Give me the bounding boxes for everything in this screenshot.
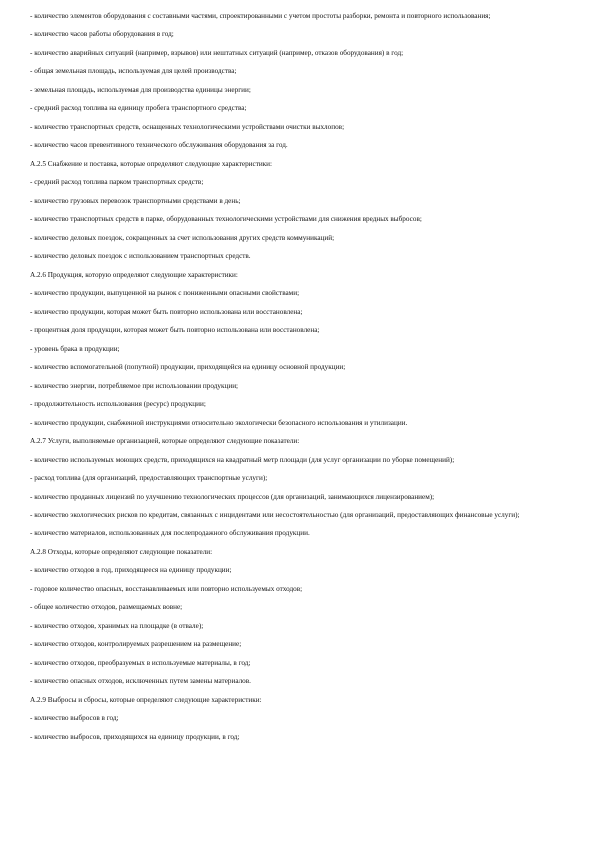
list-item: - количество проданных лицензий по улучшению технологических процессов (для организаций, занимающихся лицензированием); bbox=[30, 492, 435, 501]
list-item: - количество транспортных средств, оснащенных технологическими устройствами очистки выхлопов; bbox=[30, 122, 345, 131]
list-item: - уровень брака в продукции; bbox=[30, 344, 120, 353]
list-item: - количество материалов, использованных для послепродажного обслуживания продукции. bbox=[30, 529, 310, 537]
list-item: - количество аварийных ситуаций (например, взрывов) или нештатных ситуаций (например, отказов оборудования) в год; bbox=[30, 48, 404, 57]
list-item: - количество отходов, хранимых на площадке (в отвале); bbox=[30, 621, 204, 630]
list-item: - количество продукции, которая может быть повторно использована или восстановлена; bbox=[30, 307, 303, 316]
list-item: - земельная площадь, используемая для производства единицы энергии; bbox=[30, 85, 251, 94]
list-item: - средний расход топлива на единицу пробега транспортного средства; bbox=[30, 104, 247, 112]
list-item: - количество часов работы оборудования в год; bbox=[30, 30, 174, 38]
list-item: - количество деловых поездок, сокращенных за счет использования других средств коммуникаций; bbox=[30, 233, 335, 242]
list-item: - общее количество отходов, размещаемых вовне; bbox=[30, 603, 183, 611]
list-item: - количество энергии, потребляемое при использовании продукции; bbox=[30, 381, 239, 390]
list-item: - количество элементов оборудования с составными частями, спроектированными с учетом простоты разборки, ремонта и повторного использования; bbox=[30, 12, 491, 20]
list-item: - количество используемых моющих средств, приходящихся на квадратный метр площади (для услуг организации по уборке помещений); bbox=[30, 455, 455, 464]
list-item: - количество вспомогательной (попутной) продукции, приходящейся на единицу основной продукции; bbox=[30, 363, 346, 371]
list-item: - годовое количество опасных, восстанавливаемых или повторно используемых отходов; bbox=[30, 584, 303, 593]
list-item: - количество грузовых перевозок транспортными средствами в день; bbox=[30, 196, 241, 205]
list-item: - количество отходов, преобразуемых в используемые материалы, в год; bbox=[30, 658, 251, 667]
list-item: - количество отходов, контролируемых разрешением на размещение; bbox=[30, 640, 242, 648]
list-item: - количество выбросов в год; bbox=[30, 714, 119, 722]
list-item: - количество продукции, выпущенной на рынок с пониженными опасными свойствами; bbox=[30, 289, 300, 297]
list-item: - количество транспортных средств в парке, оборудованных технологическими устройствами для снижения вредных выбросов; bbox=[30, 215, 422, 223]
list-item: - количество отходов в год, приходящееся на единицу продукции; bbox=[30, 566, 232, 574]
section-heading: А.2.9 Выбросы и сбросы, которые определяют следующие характеристики: bbox=[30, 695, 262, 704]
list-item: - количество экологических рисков по кредитам, связанных с инцидентами или несостоятельностью (для организаций, предоставляющих финансовые услуги); bbox=[30, 511, 520, 519]
list-item: - общая земельная площадь, используемая для целей производства; bbox=[30, 67, 237, 75]
list-item: - количество опасных отходов, исключенных путем замены материалов. bbox=[30, 677, 251, 685]
section-heading: А.2.7 Услуги, выполняемые организацией, которые определяют следующие показатели: bbox=[30, 437, 300, 445]
list-item: - количество продукции, снабженной инструкциями относительно экологически безопасного использования и утилизации. bbox=[30, 418, 408, 427]
document-page bbox=[30, 12, 570, 751]
list-item: - средний расход топлива парком транспортных средств; bbox=[30, 178, 204, 186]
list-item: - количество выбросов, приходящихся на единицу продукции, в год; bbox=[30, 732, 240, 741]
section-heading: А.2.6 Продукция, которую определяют следующие характеристики: bbox=[30, 270, 238, 279]
section-heading: А.2.8 Отходы, которые определяют следующие показатели: bbox=[30, 547, 213, 556]
list-item: - продолжительность использования (ресурс) продукции; bbox=[30, 400, 206, 408]
list-item: - количество часов превентивного технического обслуживания оборудования за год. bbox=[30, 141, 288, 149]
section-heading: А.2.5 Снабжение и поставка, которые определяют следующие характеристики: bbox=[30, 159, 273, 168]
list-item: - расход топлива (для организаций, предоставляющих транспортные услуги); bbox=[30, 474, 268, 482]
list-item: - количество деловых поездок с использованием транспортных средств. bbox=[30, 252, 251, 260]
list-item: - процентная доля продукции, которая может быть повторно использована или восстановлена; bbox=[30, 326, 320, 334]
